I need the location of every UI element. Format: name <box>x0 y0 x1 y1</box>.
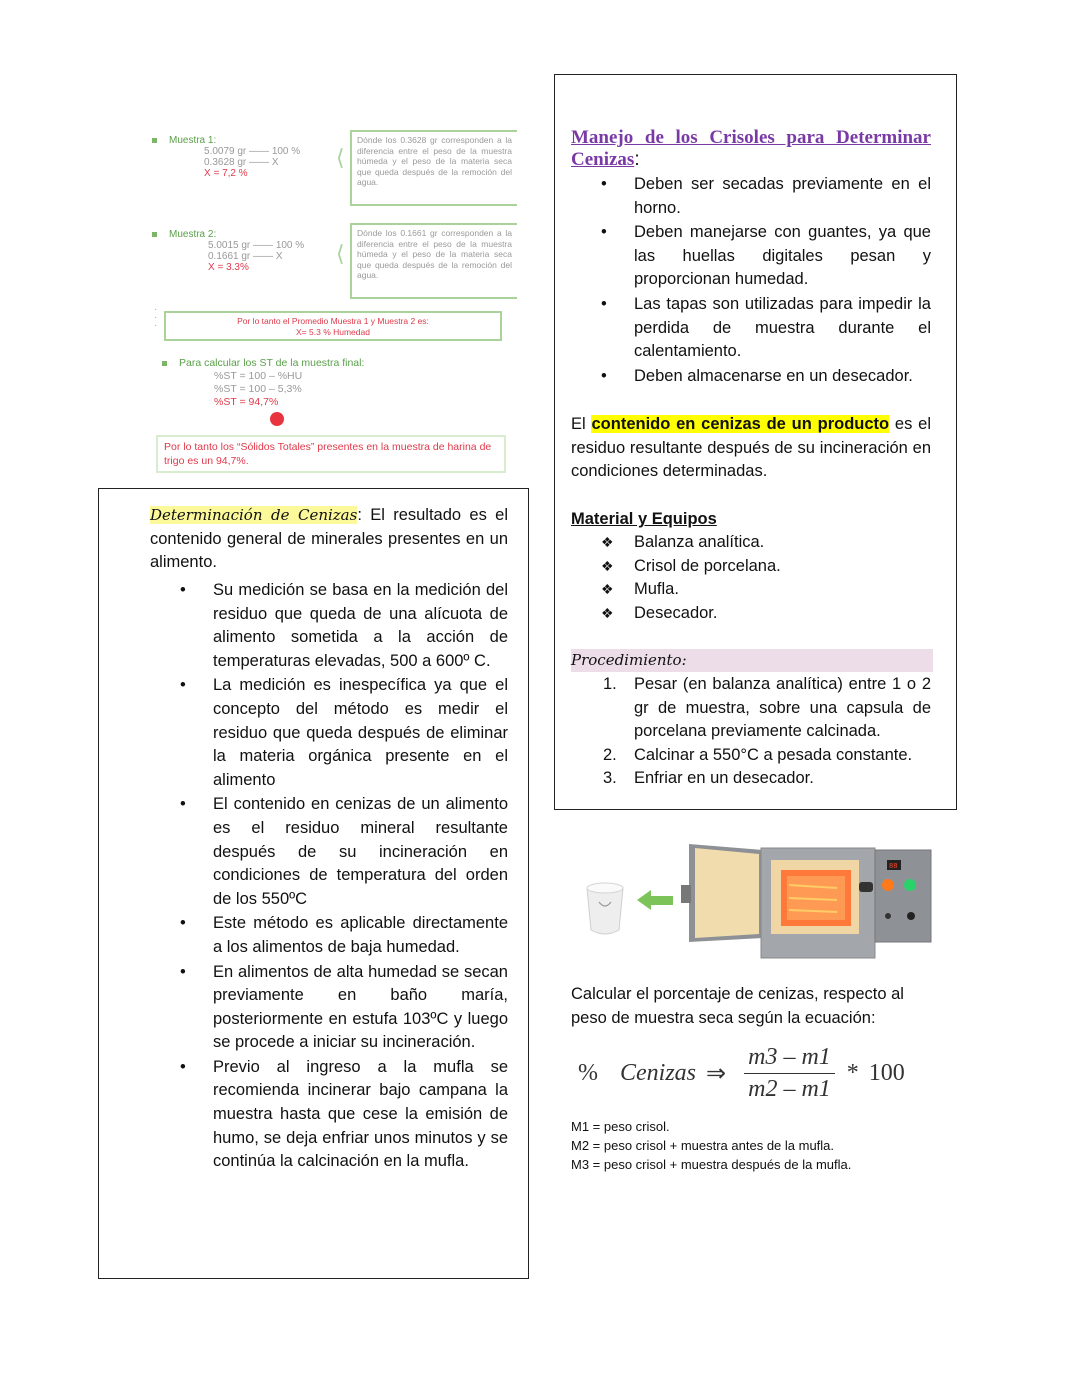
procedure-title-bar <box>571 649 933 672</box>
formula-denominator: m2 – m1 <box>748 1075 831 1102</box>
list-item: ❖ Balanza analítica. <box>571 531 931 555</box>
calculation-intro: Calcular el porcentaje de cenizas, respecto al peso de muestra seca según la ecuación: <box>571 985 904 1027</box>
list-item: • Deben ser secadas previamente en el horno. <box>601 175 931 217</box>
list-item: • Previo al ingreso a la mufla se recomienda incinerar bajo campana la muestra hasta que cese la emisión de humo, se deja enfriar unos minutos y se continúa la calcinación en la mufla. <box>180 1057 508 1171</box>
st-calc <box>162 357 422 409</box>
crucibles-title-line1: Manejo de los Crisoles para Determinar <box>571 127 931 148</box>
formula-legend <box>571 1117 931 1174</box>
bullet-icon: • <box>180 795 186 814</box>
muffle-furnace-illustration <box>575 830 945 970</box>
materials-list <box>571 531 931 625</box>
list-item: • Las tapas son utilizadas para impedir la perdida de muestra durante el calentamiento. <box>601 294 931 361</box>
ash-formula <box>578 1040 938 1106</box>
sample2-line2: 0.1661 gr —— X <box>208 251 283 262</box>
formula-percent: % <box>578 1059 598 1086</box>
legend-m2: M2 = peso crisol + muestra antes de la mufla. <box>571 1138 835 1153</box>
bullet-square-icon <box>152 138 157 143</box>
sample2-line1: 5.0015 gr —— 100 % <box>208 240 305 251</box>
legend-m1: M1 = peso crisol. <box>571 1119 670 1134</box>
sample2-label: Muestra 2: <box>169 229 217 240</box>
diamond-bullet-icon: ❖ <box>601 581 614 598</box>
sample1-label: Muestra 1: <box>169 135 217 146</box>
brace-icon: ⟨ <box>336 145 345 170</box>
bullet-icon: • <box>180 914 186 933</box>
list-item: • Deben almacenarse en un desecador. <box>571 365 931 389</box>
procedure-title: Procedimiento: <box>571 651 687 669</box>
pointer-dot-icon <box>270 412 284 426</box>
step-number: 2. <box>603 745 617 764</box>
ash-bullet-list <box>150 579 508 1174</box>
implies-arrow-icon: ⇒ <box>706 1060 727 1087</box>
bullet-icon: • <box>601 223 607 242</box>
st-line1: %ST = 100 – %HU <box>214 370 303 382</box>
st-line2: %ST = 100 – 5,3% <box>214 383 302 395</box>
sample1-line2: 0.3628 gr —— X <box>204 157 279 168</box>
conclusion-box <box>156 435 506 473</box>
list-item: • El contenido en cenizas de un alimento es el residuo mineral resultante después de su incineración en condiciones de temperatura del orden de los 550ºC <box>180 795 508 908</box>
list-item: ❖ Mufla. <box>571 578 931 602</box>
diamond-bullet-icon: ❖ <box>601 604 614 621</box>
crucible-icon <box>587 883 623 934</box>
bullet-square-icon <box>162 361 167 366</box>
list-item: • Deben manejarse con guantes, ya que las huellas digitales pesan y proporcionan humedad. <box>601 223 931 289</box>
list-item: • Su medición se basa en la medición del residuo que queda de una alícuota de alimento sometida a la acción de temperaturas elevadas, 500 a 600º C. <box>180 581 508 670</box>
sample1-line1: 5.0079 gr —— 100 % <box>204 146 301 157</box>
bullet-icon: • <box>180 581 186 599</box>
formula-fraction <box>744 1044 835 1103</box>
sample2-result: X = 3.3% <box>208 262 249 273</box>
bullet-icon: • <box>180 676 186 695</box>
diamond-bullet-icon: ❖ <box>601 534 614 550</box>
bullet-icon: • <box>601 366 607 385</box>
legend-m3: M3 = peso crisol + muestra después de la mufla. <box>571 1157 852 1172</box>
formula-times: * <box>846 1059 859 1086</box>
diamond-bullet-icon: ❖ <box>601 557 614 574</box>
ash-intro <box>150 504 508 575</box>
highlighted-term: contenido en cenizas de un producto <box>591 415 890 433</box>
average-line1: Por lo tanto el Promedio Muestra 1 y Muestra 2 es: <box>237 316 429 326</box>
sample2-note: Dónde los 0.1661 gr corresponden a la diferencia entre el peso de la muestra húmeda y el peso de la materia seca que queda después de la remoción del agua. <box>350 223 517 299</box>
sample1-result: X = 7,2 % <box>204 168 248 179</box>
step-number: 1. <box>603 675 617 693</box>
conclusion-text: Por lo tanto los “Sólidos Totales” presentes en la muestra de harina de trigo es un 94,7%. <box>164 441 492 467</box>
st-label: Para calcular los ST de la muestra final: <box>179 357 365 369</box>
sample1-note: Dónde los 0.3628 gr corresponden a la diferencia entre el peso de la muestra húmeda y el peso de la materia seca que queda después de la remoción del agua. <box>350 130 517 206</box>
procedure-list <box>571 673 931 791</box>
sample2-calc <box>152 229 342 273</box>
svg-text:88: 88 <box>889 863 898 871</box>
furnace-image <box>575 830 945 970</box>
humidity-calculation-image <box>140 125 515 480</box>
bullet-icon: • <box>180 1057 186 1076</box>
materials-title: Material y Equipos <box>571 510 717 528</box>
formula-label: Cenizas <box>620 1059 697 1086</box>
procedure-step: 1. Pesar (en balanza analítica) entre 1 o 2 gr de muestra, sobre una capsula de porcelana previamente calcinada. <box>603 675 931 741</box>
step-number: 3. <box>603 769 617 788</box>
average-line2: X= 5.3 % Humedad <box>296 327 370 337</box>
list-item: ❖ Crisol de porcelana. <box>571 555 931 579</box>
list-item: • Este método es aplicable directamente a los alimentos de baja humedad. <box>180 914 508 956</box>
crucibles-bullet-list <box>571 173 931 388</box>
crucibles-box <box>554 74 957 810</box>
procedure-step: 2. Calcinar a 550°C a pesada constante. <box>571 744 931 768</box>
ash-content-definition: El contenido en cenizas de un producto es el residuo resultante después de su incineración en condiciones determinadas. <box>571 415 931 481</box>
st-result: %ST = 94,7% <box>214 396 279 408</box>
crucibles-title-line2: Cenizas <box>571 149 635 170</box>
ash-title: Determinación de Cenizas <box>150 506 358 524</box>
bullet-icon: • <box>601 294 607 313</box>
brace-icon: ⟨ <box>336 241 345 266</box>
crucibles-title: Manejo de los Crisoles para Determinar Cenizas: <box>571 127 931 170</box>
bullet-icon: • <box>180 962 186 981</box>
sample1-calc <box>152 135 342 179</box>
list-item: • La medición es inespecífica ya que el concepto del método es medir el residuo que queda después de eliminar la materia orgánica presente en el alimento <box>180 676 508 789</box>
dots: · · · <box>154 304 158 331</box>
list-item: • En alimentos de alta humedad se secan previamente en baño maría, posteriormente en estufa 103ºC y luego se procede a iniciar su incineración. <box>180 962 508 1052</box>
ash-determination-box <box>98 488 529 1279</box>
ash-intro-text: : El resultado es el contenido general de minerales presentes en un alimento. <box>150 506 508 572</box>
procedure-step: 3. Enfriar en un desecador. <box>571 767 931 791</box>
list-item: ❖ Desecador. <box>571 602 931 626</box>
average-box <box>164 311 502 341</box>
bullet-icon: • <box>601 175 607 193</box>
bullet-square-icon <box>152 232 157 237</box>
formula-factor: 100 <box>868 1059 905 1086</box>
formula-numerator: m3 – m1 <box>744 1044 835 1074</box>
arrow-left-icon <box>637 890 673 910</box>
